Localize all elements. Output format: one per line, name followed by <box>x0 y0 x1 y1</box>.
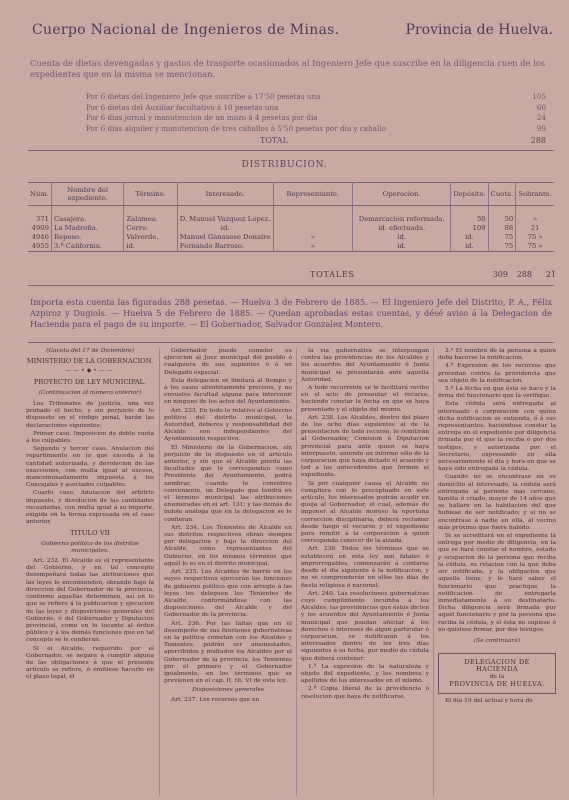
project-title: PROYECTO DE LEY MUNICIPAL. <box>33 377 147 386</box>
table-cell: Reposo. <box>51 232 123 241</box>
paragraph: la vía gubernativa se interpongan contra las providencias de los Alcaldes y los acuerdos del Ayuntamiento ó Junta municipal se presentarán ante aquella Autoridad. <box>301 348 429 383</box>
gazette-column-3 <box>301 348 429 796</box>
gazette-date: (Gaceta del 17 de Diciembre) <box>46 348 134 354</box>
table-row <box>28 206 554 215</box>
table-cell: id. <box>177 223 273 232</box>
gazette-column-1 <box>26 348 154 796</box>
table-cell <box>488 206 516 215</box>
gazette-columns <box>26 348 556 796</box>
paragraph: 3.º El nombre de la persona á quien deba hacerse la notificacion. <box>438 348 556 362</box>
paragraph: Cuando no se encontrase en su domicilio al interesado, la cédula será entregada al pariente mas cercano, familia ó criado, mayor de 14 años que se hallare en la habitacion del que hubiese de ser notificado; y si no se encontrase á nadie en ella, al vecino más próximo que fuere habido. <box>438 474 556 531</box>
charge-text: Por 6 dietas del Auxiliar facultativo á 10 pesetas una <box>86 102 279 112</box>
table-cell: » <box>273 232 353 241</box>
table-cell <box>273 206 353 215</box>
distribution-title: DISTRIBUCION. <box>241 160 328 170</box>
paragraph: Art. 236. Por las faltas que en el desempeño de sus funciones gubernativas en la política cometan con los Alcaldes y Tenientes, podrán ser amonestados, apercibidos y multados los Alcaldes por el Gobernador de la provincia, los Tenientes por el primero y el Gobernador igualmente, en los términos que se previenen en el cap. II, tít. VI de esta ley. <box>164 620 292 685</box>
table-cell <box>273 223 353 232</box>
table-cell: Cerro. <box>124 223 177 232</box>
paragraph: Gobernador puede cometer su ejecucion al Juez municipal del pueblo ó cualquiera de sus suplentes ó á un Delegado especial. <box>164 348 292 376</box>
paragraph: Art. 238. Los Alcaldes, dentro del plazo de los ocho días siguientes al de la presentacion de todo recurso, lo remitirán al Gobernador, Comision ó Diputacion provincial para ante quien se haya interpuesto, uniendo un informe sólo de la corporacion que haya dictado el acuerdo y tod a los antecedentes que formen el expediente. <box>301 414 429 479</box>
paragraph: Si por cualquier causa el Alcalde no cumpliera con lo preceptuado en este artículo, los interesados podrán acudir en queja al Gobernador, el cual, además de imponer al Alcalde moroso la oportuna correccion disciplinaria, deberá reclamar desde luego el recurso y el expediente para remitir á la corporacion á quien corresponda conocer de la alzada. <box>301 480 429 545</box>
paragraph: Art. 233. En todo lo relativo al Gobierno político del distrito municipal, la Autoridad, deberes y responsabilidad del Alcalde son independientes del Ayuntamiento respectivo. <box>164 407 292 443</box>
paragraph: Art. 240. Las resoluciones gubernativas cuyo cumplimiento incumba á los Alcaldes, las providencias que éstos dicten y los acuerdos del Ayuntamiento ó Junta municipal que puedan afectar á los derechos ó intereses de algun particular ó corporacion, se notificarán á los interesados dentro de los tres días siguientes á su fecha, por medio de cédula que deberá contener: <box>301 590 429 662</box>
table-cell: Casajora. <box>51 214 123 223</box>
ministry-title: MINISTERIO DE LA GOBERNACION. <box>26 357 154 366</box>
ornament: ——•◆•—— <box>65 368 115 375</box>
col-header: Operacion. <box>353 183 451 206</box>
col-header: Término. <box>124 183 177 206</box>
totals-label: TOTALES <box>310 270 355 279</box>
section-heading: Disposiciones generales <box>191 687 265 694</box>
charge-amount: 99 <box>536 123 546 133</box>
paragraph: Segundo y tercer caso. Anulacion del repartimiento en lo que exceda á la cantidad autorizada, y devolucion de las exacciones, con multa igual al exceso, mancomunadamente impuesta á los Concejales y asociados culpables. <box>26 446 154 489</box>
continuation-note: (Se continuará) <box>473 637 521 644</box>
charge-line <box>86 113 546 124</box>
table-cell: Manuel Ganaseso Donaire <box>177 232 273 241</box>
table-cell: 50 <box>451 214 488 223</box>
charge-amount: 24 <box>536 113 546 123</box>
paragraph: Art. 234. Los Tenientes de Alcalde en sus distritos respectivos obran siempre por delegacion y bajo la direccion del Alcalde, como representantes del Gobierno, en los mismos términos que aquél lo es en el distrito municipal. <box>164 524 292 567</box>
paragraph: Los Tribunales de justicia, una vez probado el hecho, y sin perjuicio de lo dispuesto en el código penal, harán las declaraciones siguientes: <box>26 401 154 429</box>
charge-amount: 105 <box>532 92 546 101</box>
column-divider <box>433 348 434 796</box>
header-province-title: Provincia de Huelva. <box>405 22 553 38</box>
charges-list <box>86 92 546 134</box>
delegation-de-la: de la <box>489 673 505 680</box>
paragraph: 5.º La fecha en que ésta se hace y la firma del funcionario que la verifique. <box>438 386 556 400</box>
table-cell: 75 <box>488 232 516 241</box>
account-intro: Cuenta de dietas devengadas y gastos de trasporte ocasionados al Ingeniero Jefe que suscribe en la diligencia cuen de los expedientes que en la misma se mencionan. <box>30 58 546 79</box>
table-cell: id. efectuada. <box>353 223 451 232</box>
table-cell: 21 <box>530 223 540 232</box>
paragraph: Cuarto caso. Anulacion del arbitrio impuesto, y devolucion de las cantidades recaudadas, con multa igual á su importe, exigida en la forma expresada en el caso anterior. <box>26 490 154 526</box>
paragraph: Esta delegacion se limitará al tiempo y á los casos absolutamente precisos, y no envuelve facultad alguna para intervenir en ninguno de los actos del Ayuntamiento. <box>164 377 292 406</box>
table-row <box>28 232 554 241</box>
col-header: Representante. <box>273 183 353 206</box>
table-cell: 88 <box>488 223 516 232</box>
paragraph: Art. 235. Los Alcaldes de barrio en los suyos respectivos ejercerán las funciones de gobierno político que con arreglo á las leyes les deleguen los Tenientes de Alcalde, conformándose con las disposiciones del Alcalde y del Gobernador de la provincia. <box>164 569 292 619</box>
paragraph: Esta cédula será entregada al interesado ó corporacion con quien dicha notificacion se entienda, ó á sus representantes, haciéndose constar la entrega en el expediente por diligencia firmada por el que la reciba ó por dos testigos, y autorizada por el Secretario, expresando en ella necesariamente el día y hora en que se haya sido entregada la cédula. <box>438 401 556 473</box>
paragraph: Si se acreditará en el expediente la entrega por medio de diligencia, en la que se hará constar el nombre, estado y ocupacion de la persona que reciba la cédula, su relacion con la que deba ser notificada, y la obligacion que aquella tiene, y le hará saber el funcionario que practique la notificacion de entregarla inmediatamente á su destinatario. Dicha diligencia será firmada por aquel funcionario y por la persona que reciba la cédula, y si ésta no supiese ó no quisiese firmar, por dos testigos. <box>438 533 556 633</box>
col-header: Nombre del expediente. <box>51 183 123 206</box>
total-line <box>260 136 546 145</box>
col-header: Interesado. <box>177 183 273 206</box>
table-cell: 50 <box>488 214 516 223</box>
paragraph: Primer caso. Imposicion de doble cuota á los culpables. <box>26 430 154 445</box>
table-cell: Zalamea. <box>124 214 177 223</box>
table-cell <box>353 206 451 215</box>
charge-line <box>86 103 546 114</box>
column-divider <box>296 348 297 796</box>
table-cell <box>28 206 51 215</box>
paragraph: Art. 239. Todos los términos que se establecen en esta ley son fatales é improrrogables, comenzarán á contarse desde el día siguiente á la notificacion, y no se comprenderán en ellos los días de fiesta religiosa ó nacional. <box>301 546 429 589</box>
table-cell <box>51 206 123 215</box>
col-header: Núm. <box>28 183 51 206</box>
totals-deposito: 309 <box>492 270 508 279</box>
column-divider <box>159 348 160 796</box>
charge-text: Por 6 dietas del Ingeniero Jefe que suscribe á 17'50 pesetas una <box>86 92 321 101</box>
charge-line <box>86 124 546 135</box>
divider <box>28 150 554 151</box>
table-cell <box>273 214 353 223</box>
table-cell: D. Manuel Vazquez Lopez. <box>177 214 273 223</box>
totals-cuota: 288 <box>516 270 532 279</box>
table-cell: Fernando Barroso. <box>177 242 273 252</box>
table-cell: 4955 <box>28 242 51 252</box>
paragraph: Si el Alcalde, requerido por el Gobernador, se negare á cumplir alguna de las obligaciones á que el presente artículo se refiere, ó omitiese hacerlo en el plazo legal, el <box>26 645 154 681</box>
col-header: Depósito. <box>451 183 488 206</box>
table-cell: id. <box>451 232 488 241</box>
header <box>0 22 569 42</box>
col-header: Sobrante. <box>516 183 554 206</box>
table-cell: id. <box>353 242 451 252</box>
gazette-column-4 <box>438 348 556 796</box>
table-cell: » <box>273 242 353 252</box>
table-cell: 4909 <box>28 223 51 232</box>
table-cell <box>124 206 177 215</box>
paragraph: El dia 19 del actual y hora de <box>445 697 533 704</box>
continuation-note: (Continuacion al número anterior) <box>38 389 142 396</box>
paragraph: 1.º La expresion de la naturaleza y objeto del expediente, y los nombres y apellidos de los interesados en el mismo. <box>301 663 429 685</box>
total-label: TOTAL <box>260 136 288 145</box>
table-row <box>28 242 554 252</box>
divider <box>28 342 554 343</box>
table-row <box>28 223 554 232</box>
table-cell: id. <box>451 242 488 252</box>
table-cell: Valverde. <box>124 232 177 241</box>
charge-line <box>86 92 546 103</box>
table-cell: 4946 <box>28 232 51 241</box>
table-header-row <box>28 183 554 206</box>
table-row <box>28 214 554 223</box>
gazette-column-2 <box>164 348 292 796</box>
approval-note: Importa esta cuenta las figuradas 288 pesetas. — Huelva 3 de Febrero de 1885. — El Ingeniero Jefe del Distrito, P. A., Félix Azpiroz y Dugiols. — Huelva 5 de Febrero de 1885. — Quedan aprobadas estas cuentas, y désé aviso á la Delegacion de Hacienda para el pago de su importe. — El Gobernador, Salvador Gonzalez Montero. <box>30 297 552 329</box>
table-cell: 75 <box>488 242 516 252</box>
paragraph: A todo recurrente se le facilitará recibo en el acto de presentar el recurso, haciendo constar la fecha en que se haya presentado y el objeto del mismo. <box>301 385 429 413</box>
charge-text: Por 6 dias jornal y manutencion de un mozo á 4 pesetas por dia <box>86 113 318 123</box>
table-cell: id. <box>124 242 177 252</box>
delegation-title: DELEGACION DE HACIENDA <box>464 658 530 674</box>
charge-amount: 60 <box>536 102 546 112</box>
header-corps-title: Cuerpo Nacional de Ingenieros de Minas. <box>32 22 340 38</box>
paragraph: Art. 232. El Alcalde es el representante del Gobierno, y en tal concepto desempeñará todas las atribuciones que las leyes le encomienden, obrando bajo la direccion del Gobernador de la provincia, conforme aquellas determinen, así en lo que se refiere á la publicacion y ejecucion de las leyes y disposiciones generales del Gobierno, ó del Gobernador y Diputacion provincial, como en lo tocante al órden público y á los demás funciones que en tal concepto se le confieran. <box>26 558 154 644</box>
paragraph: Art. 237. Los recursos que en <box>171 696 260 703</box>
table-cell: 109 <box>451 223 488 232</box>
table-cell: id. <box>353 232 451 241</box>
table-cell: » <box>533 214 538 223</box>
distribution-totals <box>310 270 556 279</box>
table-cell: 371 <box>28 214 51 223</box>
table-cell: Demarcacion reformada. <box>353 214 451 223</box>
table-cell <box>451 206 488 215</box>
totals-sobrante: 21 <box>545 270 556 279</box>
charge-text: Por 6 dias alquiler y manutencion de tres caballos á 5'50 pesetas por dia y caballo <box>86 123 386 133</box>
col-header: Cuota. <box>488 183 516 206</box>
delegation-box <box>438 653 556 694</box>
total-amount: 288 <box>530 136 546 145</box>
table-cell <box>177 206 273 215</box>
paragraph: 2.º Copia literal de la providencia ó resolucion que haya de notificarse. <box>301 686 429 700</box>
distribution-table <box>28 182 554 252</box>
paragraph: 4.º Expresion de los recursos que procedan contra la providencia que sea objeto de la notificacion. <box>438 363 556 384</box>
table-cell: 3.ª California. <box>51 242 123 252</box>
delegation-province: PROVINCIA DE HUELVA. <box>449 679 545 688</box>
table-cell: 75 » <box>516 242 554 252</box>
table-cell: 75 » <box>527 232 543 241</box>
titulo-subheading: Gobierno político de los distritos municipales. <box>41 540 139 554</box>
table-cell <box>516 206 554 215</box>
divider <box>28 285 554 286</box>
paragraph: El Ministerio de la Gobernacion, sin perjuicio de lo dispuesto en el artículo anterior, y sin que el Alcalde pierda las facultades que le corresponden como Presidente del Ayuntamiento, podrá nombrar, cuando lo considere conveniente, un Delegado que tendrá en el término municipal las atribuciones enumeradas en el art. 131; y las demás de índole análoga que en la delegacion se le confieran. <box>164 444 292 523</box>
table-cell: La Madroña. <box>51 223 123 232</box>
titulo-heading: TITULO VII <box>69 529 110 538</box>
